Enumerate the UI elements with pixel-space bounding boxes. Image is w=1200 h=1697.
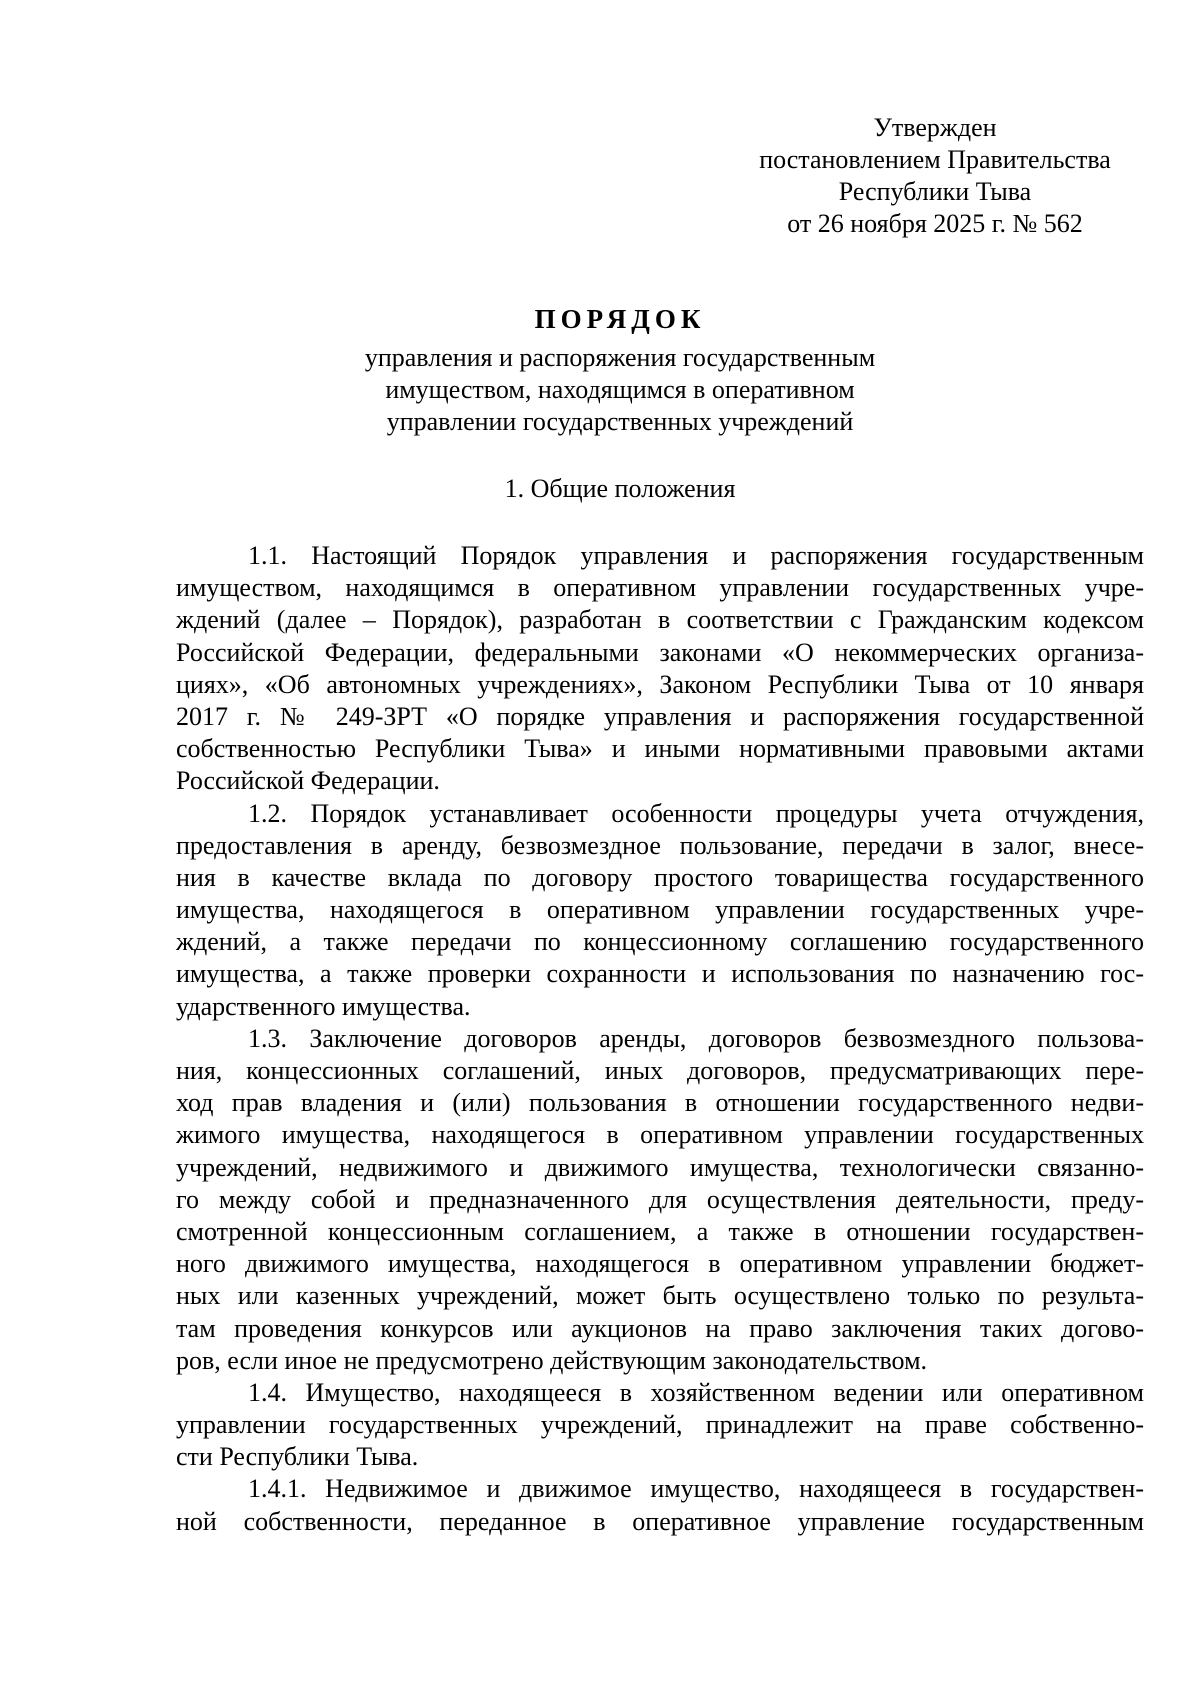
subtitle-line: имуществом, находящимся в оперативном <box>385 375 855 404</box>
body-line: ния в качестве вклада по договору простого товарищества государственного <box>176 862 1144 892</box>
body-line: циях», «Об автономных учреждениях», Законом Республики Тыва от 10 января <box>176 669 1144 699</box>
approval-line: постановлением Правительства <box>759 145 1111 174</box>
body-line: предоставления в аренду, безвозмездное пользование, передачи в залог, внесе- <box>176 830 1144 860</box>
document-title: ПОРЯДОК <box>534 304 706 334</box>
section-heading: 1. Общие положения <box>504 474 736 503</box>
body-line: 1.2. Порядок устанавливает особенности процедуры учета отчуждения, <box>248 798 1144 828</box>
body-line: там проведения конкурсов или аукционов на право заключения таких догово- <box>176 1313 1144 1343</box>
body-line: управлении государственных учреждений, принадлежит на праве собственно- <box>176 1410 1144 1440</box>
approval-line: Республики Тыва <box>838 177 1032 206</box>
approval-line: от 26 ноября 2025 г. № 562 <box>787 209 1083 238</box>
body-line: ров, если иное не предусмотрено действующим законодательством. <box>176 1345 928 1375</box>
body-line: имуществом, находящимся в оперативном управлении государственных учре- <box>176 573 1144 603</box>
body-line: сти Республики Тыва. <box>176 1442 419 1472</box>
body-line: имущества, а также проверки сохранности и использования по назначению гос- <box>176 959 1144 989</box>
subtitle-line: управления и распоряжения государственным <box>364 343 876 372</box>
body-line: ждений, а также передачи по концессионному соглашению государственного <box>176 927 1144 957</box>
body-line: учреждений, недвижимого и движимого имущества, технологически связанно- <box>176 1152 1144 1182</box>
body-line: Российской Федерации, федеральными законами «О некоммерческих организа- <box>176 637 1144 667</box>
body-line: собственностью Республики Тыва» и иными нормативными правовыми актами <box>176 734 1144 764</box>
approval-line: Утвержден <box>873 113 997 142</box>
body-line: 1.3. Заключение договоров аренды, договоров безвозмездного пользова- <box>248 1023 1144 1053</box>
subtitle-line: управлении государственных учреждений <box>386 407 854 436</box>
body-text <box>176 540 1144 1538</box>
body-line: 1.1. Настоящий Порядок управления и распоряжения государственным <box>248 541 1144 570</box>
body-line: ного движимого имущества, находящегося в оперативном управлении бюджет- <box>176 1249 1144 1279</box>
body-line: 2017 г. № 249-ЗРТ «О порядке управления и распоряжения государственной <box>176 701 1144 731</box>
approval-stamp <box>740 112 1130 240</box>
body-line: го между собой и предназначенного для осуществления деятельности, преду- <box>176 1184 1144 1214</box>
body-line: ждений (далее – Порядок), разработан в соответствии с Гражданским кодексом <box>176 605 1144 635</box>
body-line: ударственного имущества. <box>176 991 471 1021</box>
body-line: жимого имущества, находящегося в оперативном управлении государственных <box>176 1120 1144 1150</box>
body-line: 1.4. Имущество, находящееся в хозяйственном ведении или оперативном <box>248 1377 1144 1407</box>
body-line: имущества, находящегося в оперативном управлении государственных учре- <box>176 895 1144 925</box>
document-subtitle <box>0 342 1200 438</box>
body-line: ния, концессионных соглашений, иных договоров, предусматривающих пере- <box>176 1056 1144 1085</box>
body-line: ход прав владения и (или) пользования в отношении государственного недви- <box>176 1088 1144 1118</box>
body-line: 1.4.1. Недвижимое и движимое имущество, находящееся в государствен- <box>248 1474 1144 1504</box>
body-line: ных или казенных учреждений, может быть осуществлено только по результа- <box>176 1281 1144 1311</box>
body-line: Российской Федерации. <box>176 766 440 796</box>
body-line: ной собственности, переданное в оперативное управление государственным <box>176 1506 1144 1536</box>
body-line: смотренной концессионным соглашением, а также в отношении государствен- <box>176 1216 1144 1246</box>
